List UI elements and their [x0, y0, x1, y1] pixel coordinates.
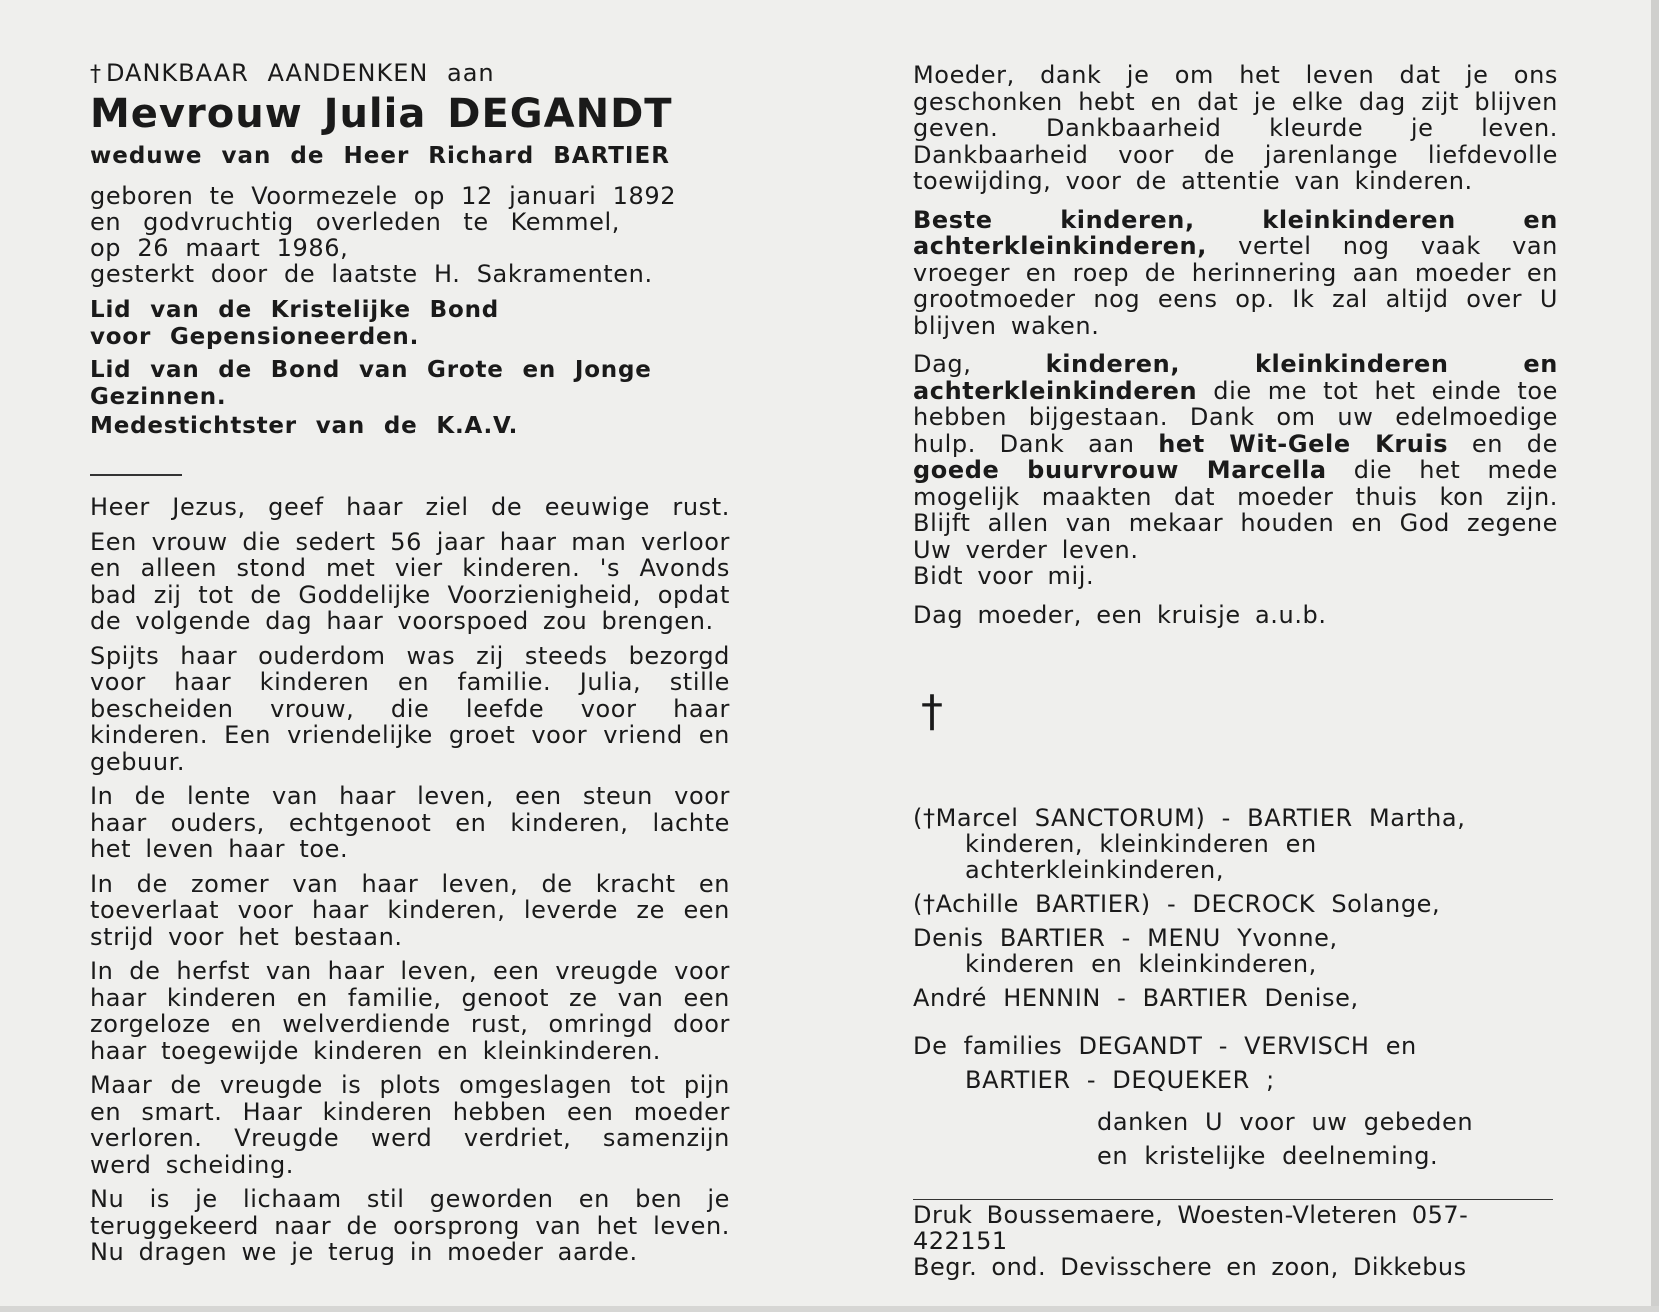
bio-line-2: en godvruchtig overleden te Kemmel, [90, 208, 620, 236]
biography [90, 183, 730, 287]
widow-of: weduwe van de Heer Richard BARTIER [90, 143, 670, 169]
membership-3: Medestichtster van de K.A.V. [90, 413, 519, 439]
paragraph: In de lente van haar leven, een steun voor haar ouders, echtgenoot en kinderen, lachte het leven haar toe. [90, 782, 730, 863]
mourner-3: Denis BARTIER - MENU Yvonne, [913, 924, 1338, 952]
paragraph-mother: Moeder, dank je om het leven dat je ons geschonken hebt en dat je elke dag zijt blijven geven. Dankbaarheid kleurde je leven. Dankbaarheid voor de jarenlange liefdevolle toewijding, voor de attentie van kinderen. [913, 61, 1558, 195]
left-column [90, 55, 730, 1266]
paragraph-thanks [913, 351, 1558, 590]
right-column [913, 62, 1558, 1280]
tagline [90, 59, 730, 87]
paragraph: In de zomer van haar leven, de kracht en toeverlaat voor haar kinderen, leverde ze een strijd voor het bestaan. [90, 869, 730, 951]
bio-line-4: gesterkt door de laatste H. Sakramenten. [90, 260, 653, 288]
children-bold: Beste kinderen, kleinkinderen en achterkleinkinderen, [913, 205, 1558, 260]
mourner-4: André HENNIN - BARTIER Denise, [913, 984, 1359, 1012]
tagline-text: DANKBAAR AANDENKEN aan [106, 59, 495, 87]
printer-line-1: Druk Boussemaere, Woesten-Vleteren 057-422151 [913, 1201, 1469, 1255]
paragraph-children [913, 207, 1558, 340]
bio-line-1: geboren te Voormezele op 12 januari 1892 [90, 182, 677, 210]
mourner-5: De families DEGANDT - VERVISCH en [913, 1032, 1417, 1060]
printer-line-2: Begr. ond. Devisschere en zoon, Dikkebus [913, 1253, 1467, 1281]
mourner-1: (†Marcel SANCTORUM) - BARTIER Martha, [913, 804, 1466, 832]
text-fragment-bold: goede buurvrouw Marcella [913, 456, 1327, 484]
text-fragment: Bidt voor mij. [913, 562, 1095, 590]
paragraph: In de herfst van haar leven, een vreugde voor haar kinderen en familie, genoot ze van een zorgeloze en welverdiende rust, omringd door haar toegewijde kinderen en kleinkinderen. [90, 957, 730, 1065]
cross-icon: † [921, 686, 943, 737]
small-cross-icon: † [90, 62, 102, 87]
divider [90, 474, 182, 476]
thanks-line-1: danken U voor uw gebeden [1097, 1108, 1474, 1136]
text-fragment: die me tot het einde toe hebben bijgestaan. Dank om uw edelmoedige hulp. Dank aan [913, 376, 1558, 458]
mourners-list [913, 805, 1558, 1093]
children-rest: vertel nog vaak van vroeger en roep de herinnering aan moeder en grootmoeder nog eens op. Ik zal altijd over U blijven waken. [913, 232, 1558, 340]
footer-divider [913, 1199, 1553, 1200]
mourner-1-family: kinderen, kleinkinderen en achterkleinkinderen, [965, 830, 1317, 884]
thanks [1097, 1105, 1558, 1173]
text-fragment: Dag, [913, 350, 1046, 378]
paragraph: Nu is je lichaam stil geworden en ben je teruggekeerd naar de oorsprong van het leven. Nu dragen we je terug in moeder aarde. [90, 1185, 730, 1266]
closing-line: Dag moeder, een kruisje a.u.b. [913, 600, 1327, 629]
printer-info [913, 1202, 1558, 1280]
paragraph: Spijts haar ouderdom was zij steeds bezorgd voor haar kinderen en familie. Julia, stille bescheiden vrouw, die leefde voor haar kinderen. Een vriendelijke groet voor vriend en gebuur. [90, 641, 730, 776]
membership-2: Lid van de Bond van Grote en Jonge Gezinnen. [90, 357, 652, 410]
text-fragment: en de [1448, 429, 1558, 458]
bio-line-3: op 26 maart 1986, [90, 234, 349, 262]
mourner-3-family: kinderen en kleinkinderen, [965, 950, 1317, 978]
prayer: Heer Jezus, geef haar ziel de eeuwige rust. [90, 493, 730, 521]
text-fragment: die het mede mogelijk maakten dat moeder thuis kon zijn. Blijft allen van mekaar houden en God zegene Uw verder leven. [913, 456, 1558, 564]
text-fragment-bold: het Wit-Gele Kruis [1158, 429, 1449, 458]
paragraph: Een vrouw die sedert 56 jaar haar man verloor en alleen stond met vier kinderen. 's Avonds bad zij tot de Goddelijke Voorzienigheid, opdat de volgende dag haar voorspoed zou brengen. [90, 527, 730, 635]
paragraph: Maar de vreugde is plots omgeslagen tot pijn en smart. Haar kinderen hebben een moeder verloren. Vreugde werd verdriet, samenzijn werd scheiding. [90, 1071, 730, 1179]
mourner-2: (†Achille BARTIER) - DECROCK Solange, [913, 890, 1441, 918]
deceased-name: Mevrouw Julia DEGANDT [90, 91, 673, 137]
card-edge-bottom [0, 1306, 1659, 1312]
card-edge-right [1651, 0, 1659, 1312]
mourner-5-family: BARTIER - DEQUEKER ; [965, 1066, 1275, 1094]
text-fragment-bold: kinderen, kleinkinderen en achterkleinkinderen [913, 350, 1558, 405]
thanks-line-2: en kristelijke deelneming. [1097, 1142, 1439, 1170]
membership-1: Lid van de Kristelijke Bond voor Gepensioneerden. [90, 297, 500, 350]
